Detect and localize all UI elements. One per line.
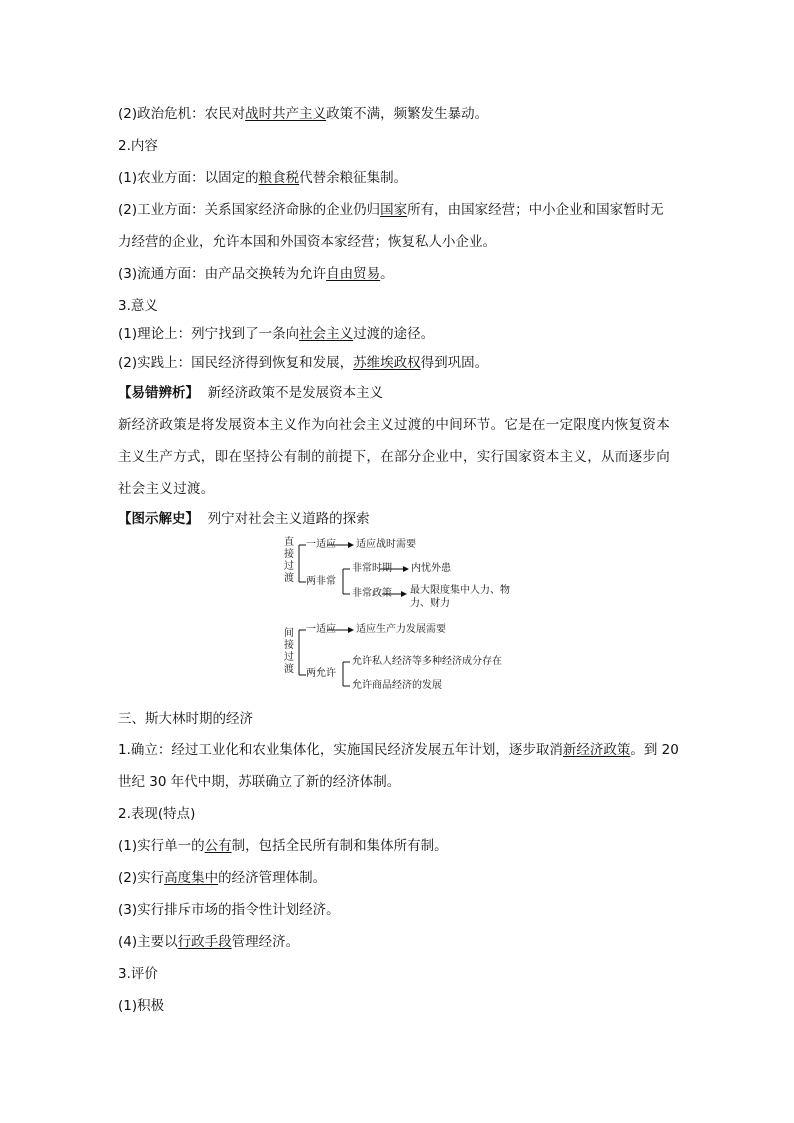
diagram-title: 【图示解史】 列宁对社会主义道路的探索 [118,511,370,527]
text-line: (3)实行排斥市场的指令性计划经济。 [118,902,340,918]
heading-content: 2.内容 [118,138,158,154]
text-line: (2)工业方面：关系国家经济命脉的企业仍归国家所有，由国家经营；中小企业和国家暂时无 [118,202,664,218]
direct-policy-text-2: 力、财力 [410,598,450,609]
text-line: (4)主要以行政手段管理经济。 [118,934,300,950]
text-line: (1)积极 [118,998,165,1014]
text-line: (1)理论上：列宁找到了一条向社会主义过渡的途径。 [118,326,435,342]
text-line: (3)流通方面：由产品交换转为允许自由贸易。 [118,266,394,282]
heading-features: 2.表现(特点) [118,806,196,822]
direct-transition-label: 直接过渡 [284,537,294,584]
direct-period-label: 非常时期 [352,563,392,574]
indirect-transition-label: 间接过渡 [284,628,294,675]
indirect-allow-2: 允许商品经济的发展 [352,680,442,691]
text-line: 1.确立：经过工业化和农业集体化，实施国民经济发展五年计划，逐步取消新经济政策。到 20 [118,742,679,758]
text-line: (2)实践上：国民经济得到恢复和发展，苏维埃政权得到巩固。 [118,355,489,371]
direct-period-text: 内忧外患 [411,563,451,574]
error-analysis-title: 【易错辨析】 新经济政策不是发展资本主义 [118,385,384,401]
text-line: (1)实行单一的公有制，包括全民所有制和集体所有制。 [118,838,448,854]
text-line: (2)实行高度集中的经济管理体制。 [118,870,327,886]
heading-evaluation: 3.评价 [118,966,158,982]
direct-policy-label: 非常政策 [352,588,392,599]
text-line: 世纪 30 年代中期，苏联确立了新的经济体制。 [118,774,401,790]
heading-significance: 3.意义 [118,298,158,314]
indirect-adapt-text: 适应生产力发展需要 [356,624,446,635]
section-title: 三、斯大林时期的经济 [118,711,253,727]
text-line: (1)农业方面：以固定的粮食税代替余粮征集制。 [118,170,408,186]
direct-adapt-text: 适应战时需要 [356,539,416,550]
direct-adapt-label: 一适应 [306,539,336,550]
text-line: (2)政治危机：农民对战时共产主义政策不满，频繁发生暴动。 [118,106,489,122]
indirect-two-label: 两允许 [306,668,336,679]
text-line: 力经营的企业，允许本国和外国资本家经营；恢复私人小企业。 [118,234,496,250]
direct-policy-text-1: 最大限度集中人力、物 [410,585,510,596]
error-analysis-paragraph: 新经济政策是将发展资本主义作为向社会主义过渡的中间环节。它是在一定限度内恢复资本主义生产方式，即在坚持公有制的前提下，在部分企业中，实行国家资本主义，从而逐步向社会主义过渡。 [118,417,670,497]
indirect-allow-1: 允许私人经济等多种经济成分存在 [352,656,502,667]
direct-two-label: 两非常 [306,576,336,587]
indirect-adapt-label: 一适应 [306,624,336,635]
